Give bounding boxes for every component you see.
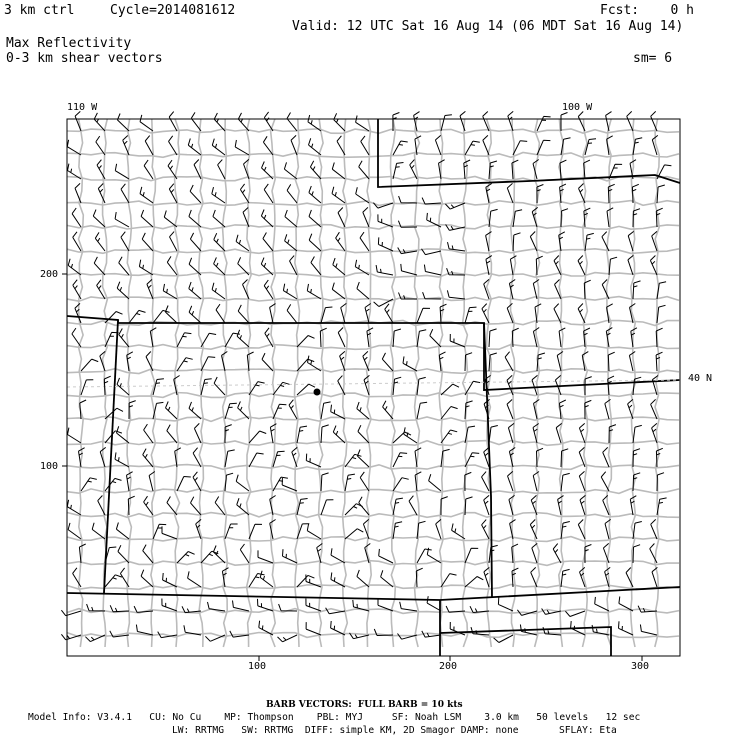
county-line [67, 201, 679, 206]
wind-barb [169, 136, 178, 155]
wind-barb [507, 400, 513, 420]
y-tick-label-200: 200 [40, 269, 59, 280]
wind-barb [561, 569, 570, 587]
wind-barb [470, 606, 489, 612]
wind-barb [393, 377, 401, 395]
wind-barb [177, 333, 191, 347]
wind-barb [81, 380, 93, 395]
wind-barb [507, 183, 513, 203]
county-line [67, 441, 679, 446]
station-marker [314, 389, 321, 396]
wind-barb [505, 352, 513, 371]
wind-barb [584, 160, 590, 179]
county-line [67, 225, 679, 230]
wind-barb [363, 207, 369, 227]
wind-barb [166, 402, 178, 420]
wind-barb [189, 282, 201, 299]
wind-barb [608, 184, 614, 203]
wind-barb [345, 454, 361, 467]
wind-barb [81, 359, 98, 371]
wind-barb [640, 625, 657, 636]
wind-barb [177, 477, 191, 492]
wind-barb [336, 232, 345, 251]
wind-barb [429, 474, 441, 491]
wind-barb [338, 328, 345, 348]
wind-barb [422, 198, 441, 204]
wind-barb [216, 304, 225, 323]
wind-barb [75, 183, 81, 203]
wind-barb [188, 571, 201, 587]
wind-barb [465, 548, 478, 563]
wind-barb [153, 524, 166, 539]
wind-barb [340, 351, 345, 371]
wind-barb [73, 280, 81, 299]
wind-barb [117, 114, 129, 132]
wind-barb [321, 425, 329, 443]
wind-barb [657, 185, 665, 203]
lat-label-40n: 40 N [688, 373, 713, 384]
wind-barb [105, 312, 123, 324]
wind-barb [628, 255, 633, 275]
wind-barb [465, 307, 477, 323]
county-line [67, 513, 679, 518]
wind-barb [360, 472, 369, 491]
wind-barb [140, 187, 153, 203]
county-line [67, 297, 679, 302]
county-line [175, 119, 180, 647]
wind-barb [94, 113, 105, 131]
wind-barb [287, 304, 297, 323]
state-boundaries [67, 119, 680, 656]
wind-barb [287, 184, 297, 203]
wind-barb [561, 473, 570, 491]
wind-barb [285, 234, 297, 251]
wind-barb [205, 635, 225, 641]
wind-barb [182, 606, 201, 612]
wind-barb [585, 377, 592, 395]
wind-barb [417, 308, 430, 323]
wind-barb [214, 257, 225, 275]
wind-barb [633, 281, 641, 299]
county-line [67, 273, 679, 278]
county-line [67, 129, 679, 134]
wind-barb [531, 567, 537, 587]
wind-barb [601, 472, 609, 491]
wind-barb [95, 232, 105, 251]
barb-legend: BARB VECTORS: FULL BARB = 10 kts [266, 700, 463, 710]
cycle-label: Cycle=2014081612 [110, 3, 236, 18]
wind-barb [218, 160, 225, 179]
wind-barb [482, 520, 489, 539]
wind-barb [332, 283, 345, 299]
wind-barb [489, 353, 497, 371]
forecast-hour: Fcst: 0 h [600, 3, 694, 18]
wind-barb [162, 599, 177, 612]
wind-barb [498, 597, 513, 611]
run-name: 3 km ctrl [4, 3, 75, 18]
wind-barb [307, 524, 321, 539]
wind-barb [484, 495, 489, 515]
wind-barb [542, 609, 561, 615]
wind-barb [247, 352, 253, 371]
county-line [319, 119, 324, 647]
wind-barb [357, 282, 369, 299]
wind-barb [201, 551, 218, 563]
wind-barb [441, 407, 458, 420]
wind-barb [441, 384, 459, 395]
wind-barb [225, 473, 233, 491]
wind-barb [627, 111, 633, 131]
y-tick-label-100: 100 [40, 461, 59, 472]
wind-barb [400, 602, 417, 611]
county-line [67, 153, 679, 158]
wind-barb [261, 210, 273, 228]
wind-barb [123, 136, 129, 156]
model-info-line1: Model Info: V3.4.1 CU: No Cu MP: Thompson PBL: MYJ SF: Noah LSM 3.0 km 50 levels 12 sec [28, 712, 641, 723]
wind-barb [285, 210, 297, 227]
wind-barb [345, 504, 363, 515]
wind-barb [608, 376, 614, 395]
wind-barb [115, 164, 129, 179]
wind-barb [579, 471, 585, 491]
wind-barb [116, 523, 129, 540]
wind-barb [582, 352, 588, 371]
wind-barb [297, 336, 315, 348]
wind-barb [273, 382, 289, 395]
wind-barb [249, 453, 264, 467]
wind-barb [489, 426, 498, 444]
wind-barb [628, 399, 633, 419]
field-max-reflectivity: Max Reflectivity [6, 36, 132, 51]
wind-barb [608, 352, 614, 371]
wind-barb [584, 328, 590, 347]
wind-barb [561, 113, 568, 132]
wind-barb [144, 160, 153, 179]
county-line [127, 119, 131, 647]
wind-barb [565, 611, 585, 617]
wind-barb [194, 423, 201, 443]
wind-barb [249, 574, 265, 588]
wind-barb [237, 330, 249, 347]
wind-barb [177, 358, 193, 371]
wind-barb [75, 111, 81, 131]
county-line [67, 561, 679, 566]
lon-label-100w: 100 W [562, 102, 593, 113]
county-line [223, 119, 228, 647]
wind-barb [142, 233, 153, 251]
county-line [271, 119, 276, 647]
county-line [463, 119, 468, 647]
wind-barb [609, 257, 617, 275]
wind-barb [560, 160, 566, 179]
wind-barb [140, 115, 153, 131]
wind-barb [334, 113, 345, 131]
wind-barb [578, 256, 585, 276]
wind-barb [332, 163, 345, 180]
county-line [67, 393, 679, 398]
wind-barb [447, 290, 465, 299]
wind-barb [393, 163, 404, 180]
wind-barb [129, 310, 146, 323]
wind-barb [249, 524, 262, 539]
wind-barb [292, 447, 297, 467]
wind-barb [633, 377, 641, 395]
wind-barb [584, 208, 590, 227]
wind-barb [333, 258, 345, 275]
x-tick-label-300: 300 [631, 661, 650, 672]
wind-barb [190, 185, 201, 203]
wind-barb [338, 208, 345, 228]
wind-barb [165, 306, 177, 324]
wind-barb [379, 549, 393, 563]
wind-barb [321, 402, 331, 419]
wind-barb [212, 283, 225, 299]
wind-barb [297, 426, 307, 443]
wind-barb [633, 425, 642, 443]
wind-barb [441, 115, 452, 131]
wind-barb [465, 141, 480, 155]
wind-barb [321, 500, 333, 515]
county-line [67, 489, 679, 494]
wind-barb [258, 550, 273, 563]
wind-barb [85, 635, 105, 642]
wind-barb [162, 526, 177, 539]
wind-barb [262, 353, 273, 371]
wind-barb [307, 284, 321, 299]
wind-barb [553, 544, 561, 563]
wind-barb [409, 496, 417, 515]
wind-barb [105, 575, 122, 587]
wind-barb [465, 577, 483, 588]
wind-barb [424, 265, 441, 275]
wind-barb [309, 186, 321, 203]
wind-barb [532, 543, 537, 563]
wind-barb [345, 529, 363, 539]
x-tick-label-100: 100 [248, 661, 267, 672]
county-line [295, 119, 300, 647]
wind-barb [603, 447, 609, 467]
wind-barb [72, 328, 81, 347]
wind-barb [92, 523, 105, 539]
county-line [247, 119, 252, 647]
wind-barb [121, 232, 129, 251]
county-line [67, 585, 679, 590]
wind-barb [278, 635, 298, 642]
wind-barb [264, 112, 273, 131]
wind-barb [96, 136, 105, 155]
wind-barb [360, 232, 369, 251]
wind-barb [393, 522, 402, 539]
field-shear-vectors: 0-3 km shear vectors [6, 51, 163, 66]
wind-barb [345, 474, 355, 491]
valid-time: Valid: 12 UTC Sat 16 Aug 14 (06 MDT Sat 16 Aug 14) [292, 19, 684, 34]
wind-barb [291, 135, 297, 155]
wind-barb [68, 428, 82, 443]
wind-barb [361, 136, 369, 155]
wind-barb [240, 544, 249, 563]
wind-barb [393, 498, 403, 515]
wind-barb [435, 135, 441, 155]
county-line [67, 249, 679, 254]
wind-barb [249, 431, 266, 443]
wind-barb [489, 329, 497, 347]
county-line [151, 119, 156, 647]
wind-barb [417, 330, 426, 347]
lon-label-110w: 110 W [67, 102, 98, 113]
wind-barb [578, 304, 585, 324]
wind-barb [579, 423, 585, 443]
smoothing-label: sm= 6 [633, 51, 673, 66]
wind-barb [144, 424, 153, 443]
wind-barb [417, 377, 426, 395]
wind-barb [105, 478, 122, 491]
county-line [199, 119, 204, 647]
wind-barb [417, 402, 427, 419]
wind-barb [249, 382, 265, 395]
wind-barb [225, 403, 237, 419]
wind-barb [427, 596, 441, 611]
wind-barb [213, 546, 225, 564]
wind-barb [651, 519, 657, 539]
wind-barb [393, 453, 407, 467]
wind-barb [321, 473, 329, 491]
wind-barb [212, 187, 225, 203]
county-line [67, 537, 679, 542]
wind-barb [214, 377, 225, 395]
wind-barb [190, 233, 201, 251]
wind-barb [393, 329, 401, 347]
model-info-line2: LW: RRTMG SW: RRTMG DIFF: simple KM, 2D Smagor DAMP: none SFLAY: Eta [172, 725, 617, 736]
wind-barb [110, 605, 129, 611]
wind-barb [177, 552, 195, 564]
county-line [367, 119, 372, 647]
wind-barb [193, 472, 201, 491]
wind-barb [651, 111, 657, 131]
wind-barb [483, 135, 489, 155]
wind-barb [657, 305, 666, 323]
plot-frame [67, 119, 680, 656]
wind-barb [263, 233, 273, 252]
wind-barb [167, 425, 177, 443]
county-line [67, 345, 679, 350]
wind-barb [393, 141, 408, 155]
wind-barb [233, 601, 250, 612]
wind-barb [357, 450, 369, 468]
wind-barb [441, 430, 457, 443]
x-tick-label-200: 200 [439, 661, 458, 672]
wind-barb [212, 139, 225, 155]
wind-barb [225, 450, 235, 467]
wind-barb [376, 265, 393, 275]
wind-barb [513, 233, 521, 251]
wind-barb [141, 210, 153, 227]
wind-barb [121, 184, 129, 203]
wind-barb [72, 208, 81, 227]
wind-barb [363, 351, 369, 371]
wind-barb [201, 379, 212, 395]
wind-barb [310, 161, 321, 179]
wind-barb [115, 212, 129, 227]
wind-barb [260, 571, 273, 587]
county-line [343, 119, 348, 647]
wind-barb [105, 431, 122, 443]
wind-barb [287, 113, 297, 132]
wind-barb [240, 184, 249, 203]
wind-barb [235, 140, 249, 155]
wind-barb [359, 161, 369, 179]
